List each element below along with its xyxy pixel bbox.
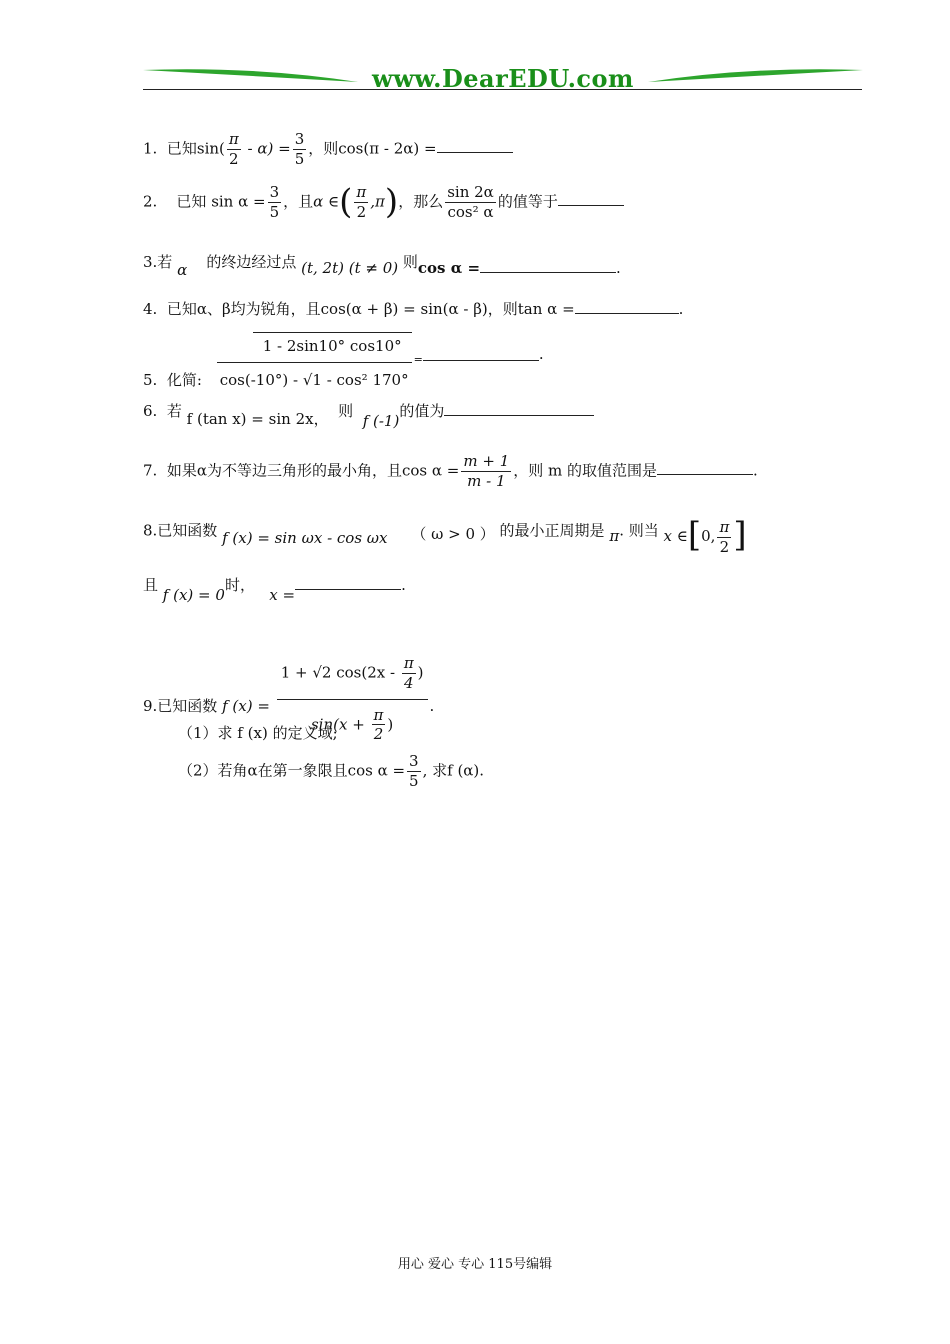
punctuation: . xyxy=(429,697,435,715)
math-expr: f (tan x) = sin 2x， xyxy=(186,410,329,428)
equals-sign: = xyxy=(413,352,423,366)
question-text: 的最小正周期是 xyxy=(499,521,605,540)
fraction-pi-over-2: $\frac{\pi}{2}$ xyxy=(719,518,730,556)
question-6 xyxy=(143,402,594,430)
question-number: 4. xyxy=(143,300,158,318)
question-3 xyxy=(143,253,621,279)
right-paren: ) xyxy=(384,182,399,223)
answer-blank[interactable] xyxy=(423,359,539,361)
question-8 xyxy=(143,512,747,556)
fraction-3-5: $\frac{3}{5}$ xyxy=(294,130,305,168)
math-expr: 0, xyxy=(701,527,716,546)
question-number: 6. xyxy=(143,402,158,420)
question-number: 5. xyxy=(143,370,158,389)
question-number: 1. xyxy=(143,139,158,158)
question-text: 且 xyxy=(143,576,159,594)
question-text: . 则当 xyxy=(619,521,659,540)
question-7 xyxy=(143,452,758,491)
question-9-part-1 xyxy=(178,726,338,741)
site-header xyxy=(143,62,863,96)
site-logo: www.DearEDU.com xyxy=(372,64,634,93)
math-expr: cos(π - 2α) = xyxy=(338,139,437,158)
question-8-continued xyxy=(143,576,406,604)
question-text: （2）若角α在第一象限且cos α = xyxy=(178,761,406,780)
punctuation: . xyxy=(753,461,758,480)
question-text: 已知 xyxy=(166,139,197,158)
fraction-3-5: $\frac{3}{5}$ xyxy=(409,752,419,790)
question-text: 的值为 xyxy=(399,402,445,420)
math-expr: f (x) = 0 xyxy=(162,586,225,604)
answer-blank[interactable] xyxy=(575,312,679,314)
question-text: 则 xyxy=(338,402,354,420)
question-2 xyxy=(143,183,624,222)
math-expr: sin α = xyxy=(211,192,266,211)
denominator: sin(x + $\frac{\pi}{2}$ ) xyxy=(310,705,394,744)
punctuation: . xyxy=(538,344,544,363)
question-text: 如果α为不等边三角形的最小角，且cos α = xyxy=(166,461,460,480)
question-number: 2. xyxy=(143,192,158,211)
answer-blank[interactable] xyxy=(558,204,624,206)
question-text: ，且 xyxy=(283,192,314,211)
question-text: 时， xyxy=(224,576,255,594)
question-text: 的值等于 xyxy=(497,192,558,211)
question-text: 已知α、β均为锐角，且cos(α + β) = sin(α - β)，则tan α = xyxy=(166,300,575,318)
math-expr: - α) = xyxy=(242,139,291,158)
question-5 xyxy=(143,332,544,390)
page-footer: 用心 爱心 专心 115号编辑 xyxy=(397,1257,553,1272)
numerator: 1 + √2 cos(2x - $\frac{\pi}{4}$ ) xyxy=(277,654,428,700)
math-expr: x = xyxy=(269,586,296,604)
header-rule xyxy=(143,89,862,90)
answer-blank[interactable] xyxy=(480,271,616,273)
question-text: , 求f (α). xyxy=(422,761,485,780)
fraction-pi-over-2: $\frac{\pi}{2}$ xyxy=(373,705,384,744)
math-expr: f (x) = sin ωx - cos ωx xyxy=(222,529,388,548)
punctuation: . xyxy=(401,576,406,594)
left-bracket: [ xyxy=(687,515,702,556)
answer-blank[interactable] xyxy=(295,588,401,590)
math-condition: （ ω > 0 ） xyxy=(411,525,495,544)
question-text: 则 xyxy=(402,253,418,271)
question-text: ，则 m 的取值范围是 xyxy=(513,461,657,480)
question-number: 9.已知函数 xyxy=(143,697,218,715)
answer-blank[interactable] xyxy=(444,414,594,416)
answer-blank[interactable] xyxy=(437,151,513,153)
fraction-pi-over-2: $\frac{\pi}{2}$ xyxy=(228,130,239,168)
math-alpha: α xyxy=(177,261,188,279)
math-pi: π xyxy=(609,527,620,546)
math-expr: cos α = xyxy=(417,259,481,277)
fraction-3-5: $\frac{3}{5}$ xyxy=(269,183,280,221)
question-text: ，那么 xyxy=(398,192,444,211)
math-expr: f (-1) xyxy=(362,412,400,430)
math-sin: sin( xyxy=(196,139,225,158)
question-text: 已知 xyxy=(176,192,207,211)
fraction-simplify: $\frac{1 - 2\sin 10^\circ \cos 10^\circ}{\text{cos(-10°) - √1 - cos² 170°}}$ xyxy=(217,332,412,390)
question-1 xyxy=(143,130,513,169)
answer-blank[interactable] xyxy=(657,473,753,475)
math-expr: α ∈ xyxy=(313,192,340,211)
right-bracket: ] xyxy=(733,515,747,556)
question-text: 化简: xyxy=(166,370,202,389)
fraction-pi-over-4: $\frac{\pi}{4}$ xyxy=(403,654,414,692)
question-text: ，则 xyxy=(308,139,339,158)
question-9-part-2 xyxy=(178,752,484,791)
math-point: (t, 2t) (t ≠ 0) xyxy=(301,259,399,277)
question-number: 7. xyxy=(143,461,158,480)
left-paren: ( xyxy=(339,182,353,223)
question-number: 3.若 xyxy=(143,253,173,271)
fraction-pi-over-2: $\frac{\pi}{2}$ xyxy=(356,183,367,221)
math-expr: f (x) = xyxy=(222,697,270,715)
fraction-sin2a-cos2a: $\frac{\sin 2\alpha}{\text{cos² α}}$ xyxy=(447,183,494,221)
math-expr: ,π xyxy=(370,192,385,211)
punctuation: . xyxy=(678,300,684,318)
punctuation: . xyxy=(616,259,621,277)
question-text: （1）求 f (x) 的定义域; xyxy=(178,724,338,742)
fraction-m: $\frac{m + 1}{m - 1}$ xyxy=(463,452,510,490)
question-text: 若 xyxy=(166,402,182,420)
question-number: 8.已知函数 xyxy=(143,521,218,540)
question-4 xyxy=(143,302,683,317)
question-text: 的终边经过点 xyxy=(206,253,297,271)
math-expr: x ∈ xyxy=(663,527,688,546)
